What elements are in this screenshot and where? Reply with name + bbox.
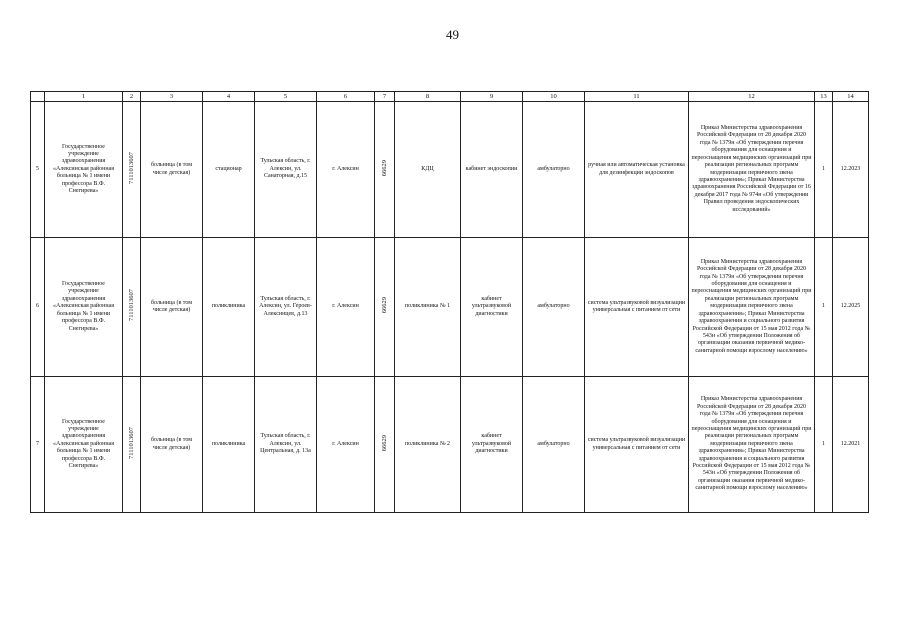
column-number-row [31,92,869,102]
room-cell: кабинет ультразвуковой диагностики [461,377,523,513]
address-cell: Тульская область, г. Алексин, ул. Героев-Алексинцев, д.13 [255,238,317,377]
table-row [31,238,869,377]
legal-basis-cell: Приказ Министерства здравоохранения Российской Федерации от 28 декабря 2020 года № 1379н «Об утверждении перечня оборудования для оснащения и переоснащения медицинских организаций при реализации региональных программ модернизации первичного звена здравоохранения»; Приказ Министерства здравоохранения Российской Федерации от 16 декабря 2017 года № 974н «Об утверждении Правил проведения эндоскопических исследований» [689,102,815,238]
column-header: 3 [141,92,203,102]
organization-cell: Государственное учреждение здравоохранения «Алексинская районная больница № 1 имени профессора В.Ф. Снегирева» [45,377,123,513]
org-type-cell: больница (в том числе детская) [141,377,203,513]
code-cell [123,238,141,377]
address-cell: Тульская область, г. Алексин, ул. Центральная, д. 13а [255,377,317,513]
header-spacer [31,92,45,102]
subdivision-cell: поликлиника № 2 [395,377,461,513]
subdivision-cell: поликлиника № 1 [395,238,461,377]
legal-basis-cell: Приказ Министерства здравоохранения Российской Федерации от 28 декабря 2020 года № 1379н «Об утверждении перечня оборудования для оснащения и переоснащения медицинских организаций при реализации региональных программ модернизации первичного звена здравоохранения»; Приказ Министерства здравоохранения и социального развития Российской Федерации от 15 мая 2012 года № 543н «Об утверждении Положения об организации оказания первичной медико-санитарной помощи взрослому населению» [689,377,815,513]
column-header: 5 [255,92,317,102]
unit-cell: поликлиника [203,238,255,377]
subdivision-cell: КДЦ [395,102,461,238]
quantity-cell: 1 [815,377,833,513]
equipment-cell: система ультразвуковой визуализации универсальная с питанием от сети [585,377,689,513]
address-cell: Тульская область, г. Алексин, ул. Санаторная, д.15 [255,102,317,238]
inn-code: 7111013607 [127,289,135,322]
oktmo-cell [375,377,395,513]
row-number: 7 [31,377,45,513]
unit-cell: поликлиника [203,377,255,513]
page-number: 49 [446,27,459,42]
column-header: 2 [123,92,141,102]
org-type-cell: больница (в том числе детская) [141,102,203,238]
oktmo-code: 66629 [380,159,388,176]
room-cell: кабинет ультразвуковой диагностики [461,238,523,377]
city-cell: г. Алексин [317,102,375,238]
column-header: 1 [45,92,123,102]
column-header: 9 [461,92,523,102]
quantity-cell: 1 [815,102,833,238]
table-row [31,102,869,238]
row-number: 6 [31,238,45,377]
care-form-cell: амбулаторно [523,238,585,377]
code-cell [123,377,141,513]
oktmo-code: 66629 [380,297,388,314]
equipment-registry-table [30,91,869,513]
quantity-cell: 1 [815,238,833,377]
column-header: 14 [833,92,869,102]
column-header: 13 [815,92,833,102]
column-header: 8 [395,92,461,102]
unit-cell: стационар [203,102,255,238]
oktmo-cell [375,238,395,377]
date-cell: 12.2025 [833,238,869,377]
column-header: 11 [585,92,689,102]
code-cell [123,102,141,238]
row-number: 5 [31,102,45,238]
table-row [31,377,869,513]
city-cell: г. Алексин [317,238,375,377]
inn-code: 7111013607 [127,426,135,459]
date-cell: 12.2021 [833,377,869,513]
equipment-cell: ручная или автоматическая установка для дезинфекции эндоскопов [585,102,689,238]
column-header: 4 [203,92,255,102]
column-header: 6 [317,92,375,102]
column-header: 10 [523,92,585,102]
city-cell: г. Алексин [317,377,375,513]
date-cell: 12.2023 [833,102,869,238]
oktmo-code: 66629 [380,434,388,451]
oktmo-cell [375,102,395,238]
column-header: 7 [375,92,395,102]
care-form-cell: амбулаторно [523,102,585,238]
org-type-cell: больница (в том числе детская) [141,238,203,377]
column-header: 12 [689,92,815,102]
organization-cell: Государственное учреждение здравоохранения «Алексинская районная больница № 1 имени профессора В.Ф. Снегирева» [45,102,123,238]
equipment-cell: система ультразвуковой визуализации универсальная с питанием от сети [585,238,689,377]
room-cell: кабинет эндоскопии [461,102,523,238]
organization-cell: Государственное учреждение здравоохранения «Алексинская районная больница № 1 имени профессора В.Ф. Снегирева» [45,238,123,377]
care-form-cell: амбулаторно [523,377,585,513]
legal-basis-cell: Приказ Министерства здравоохранения Российской Федерации от 28 декабря 2020 года № 1379н «Об утверждении перечня оборудования для оснащения и переоснащения медицинских организаций при реализации региональных программ модернизации первичного звена здравоохранения»; Приказ Министерства здравоохранения и социального развития Российской Федерации от 15 мая 2012 года № 543н «Об утверждении Положения об организации оказания первичной медико-санитарной помощи взрослому населению» [689,238,815,377]
inn-code: 7111013607 [127,151,135,184]
